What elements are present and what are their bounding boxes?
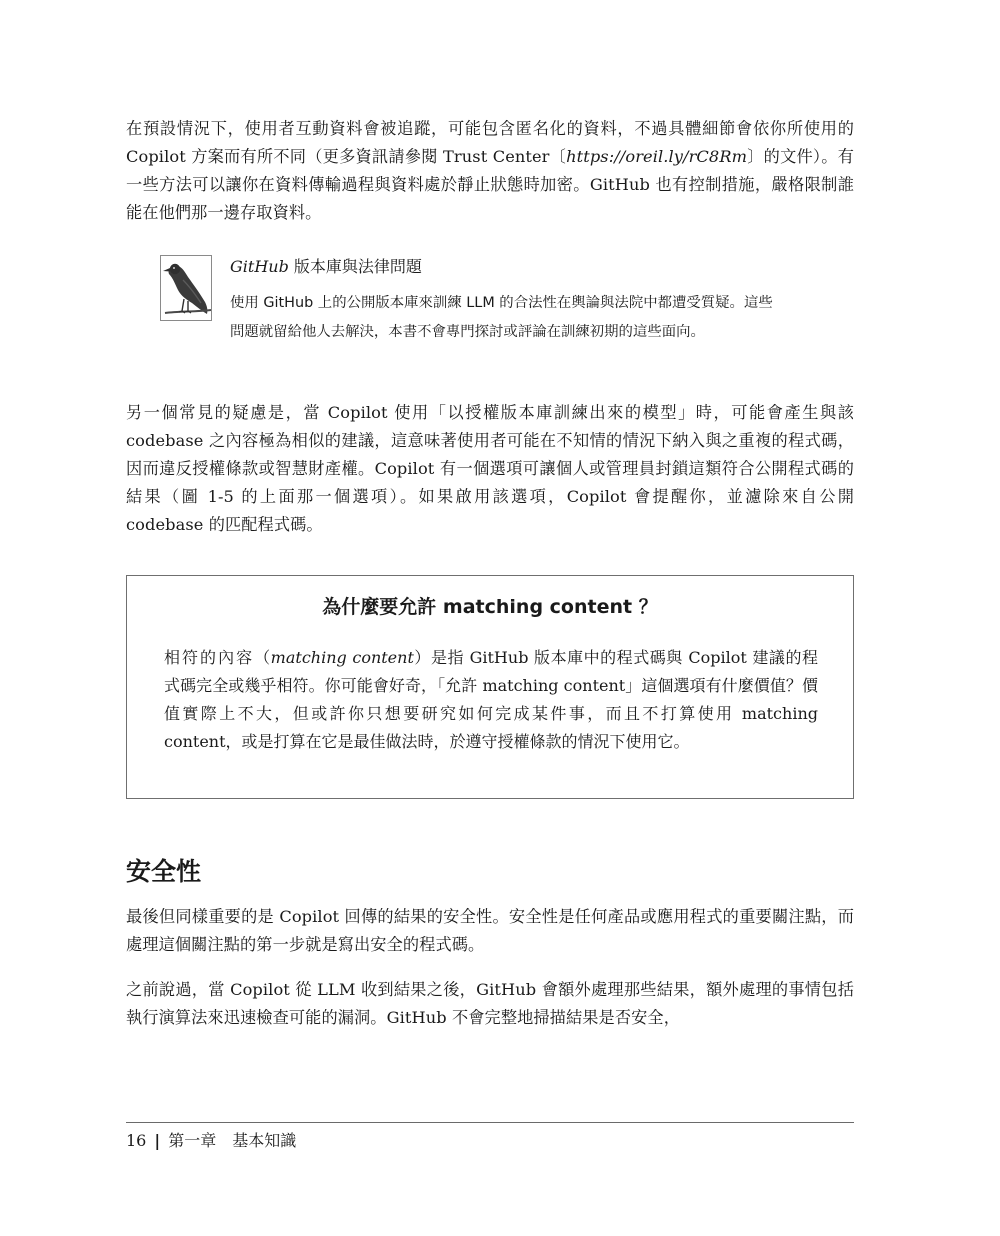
security-paragraph-1: 最後但同樣重要的是 Copilot 回傳的結果的安全性。安全性是任何產品或應用程式的重要關注點，而處理這個關注點的第一步就是寫出安全的程式碼。: [126, 907, 854, 954]
chapter-title: 第一章 基本知識: [168, 1131, 297, 1150]
intro-paragraph: [126, 115, 854, 227]
intro-text-b: 〕的文件）。有一些方法可以讓你在資料傳輸過程與資料處於靜止狀態時加密。GitHub 也有控制措施，嚴格限制誰能在他們那一邊存取資料。: [126, 147, 854, 222]
trust-center-link[interactable]: https://oreil.ly/rC8Rm: [566, 147, 748, 166]
sidebar-title: 為什麼要允許 matching content ？: [322, 596, 658, 618]
intro-text-a: 在預設情況下，使用者互動資料會被追蹤，可能包含匿名化的資料，不過具體細節會依你所使用的 Copilot 方案而有所不同（更多資訊請參閱 Trust Center〔: [126, 119, 854, 166]
crow-icon: [160, 255, 212, 321]
section-heading-security: 安全性: [126, 857, 202, 886]
note-title: GitHub 版本庫與法律問題: [230, 257, 422, 276]
note-body: 使用 GitHub 上的公開版本庫來訓練 LLM 的合法性在輿論與法院中都遭受質疑。這些問題就留給他人去解決，本書不會專門探討或評論在訓練初期的這些面向。: [230, 295, 773, 340]
concern-paragraph: 另一個常見的疑慮是，當 Copilot 使用「以授權版本庫訓練出來的模型」時，可能會產生與該 codebase 之內容極為相似的建議，這意味著使用者可能在不知情的情況下納入與之重複的程式碼，因而違反授權條款或智慧財產權。Copilot 有一個選項可讓個人或管理員封鎖這類符合公開程式碼的結果（圖 1-5 的上面那一個選項）。如果啟用該選項，Copilot 會提醒你，並濾除來自公開 codebase 的匹配程式碼。: [126, 403, 854, 534]
matching-content-sidebar: [126, 575, 854, 799]
note-block: [160, 255, 800, 375]
security-paragraph-2: 之前說過，當 Copilot 從 LLM 收到結果之後，GitHub 會額外處理那些結果，額外處理的事情包括執行演算法來迅速檢查可能的漏洞。GitHub 不會完整地掃描結果是否安全，: [126, 980, 854, 1027]
page-footer: [126, 1129, 296, 1153]
footer-divider: [126, 1122, 854, 1123]
sidebar-body: 相符的內容（matching content）是指 GitHub 版本庫中的程式碼與 Copilot 建議的程式碼完全或幾乎相符。你可能會好奇，「允許 matching content」這個選項有什麼價值？價值實際上不大，但或許你只想要研究如何完成某件事，而且不打算使用 matching content，或是打算在它是最佳做法時，於遵守授權條款的情況下使用它。: [164, 648, 818, 751]
page-number: 16: [126, 1131, 147, 1150]
footer-separator: |: [154, 1131, 161, 1150]
